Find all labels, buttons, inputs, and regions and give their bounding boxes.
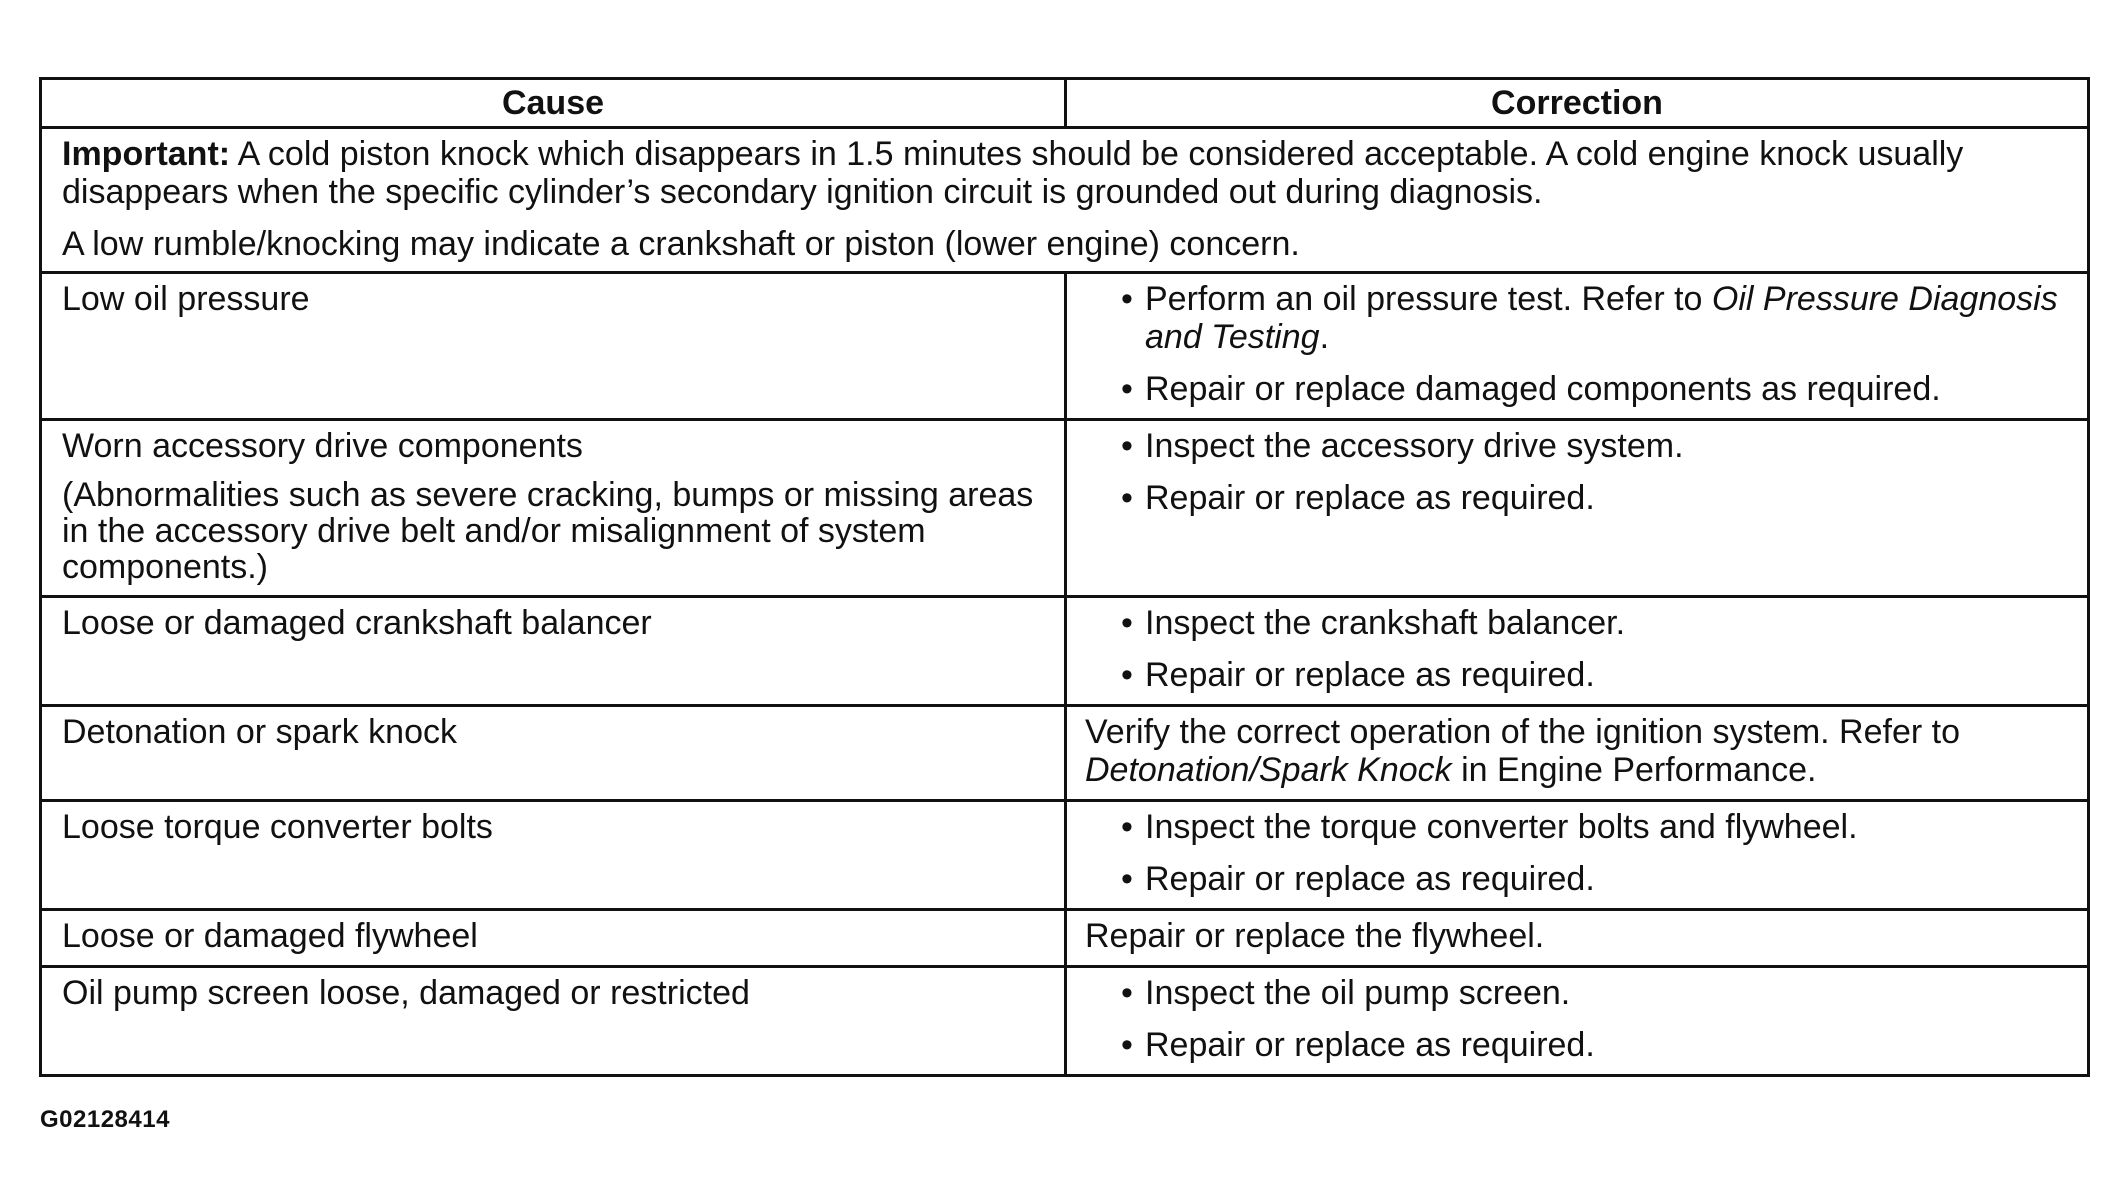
list-item — [1085, 974, 2069, 1012]
list-item — [1085, 808, 2069, 846]
correction-text: Verify the correct operation of the ignition system. Refer to — [1085, 713, 1960, 751]
correction-suffix: in Engine Performance. — [1451, 751, 1817, 789]
table-row — [41, 597, 2089, 706]
bullet-icon: • — [1121, 604, 1133, 642]
note-lead-label: Important: — [62, 135, 231, 173]
correction-text: Inspect the oil pump screen. — [1145, 974, 1571, 1012]
correction-paragraph — [1085, 713, 2069, 789]
cause-detail-text: (Abnormalities such as severe cracking, bumps or missing areas in the accessory drive belt and/or misalignment of system components.) — [62, 476, 1034, 586]
note-paragraph — [62, 225, 2067, 263]
table-row — [41, 801, 2089, 910]
list-item — [1085, 479, 2069, 517]
correction-text: Inspect the crankshaft balancer. — [1145, 604, 1626, 642]
cause-text: Detonation or spark knock — [62, 713, 457, 751]
table-row — [41, 420, 2089, 597]
correction-suffix: . — [1319, 318, 1330, 356]
list-item — [1085, 860, 2069, 898]
correction-text: Repair or replace as required. — [1145, 656, 1595, 694]
list-item — [1085, 370, 2069, 408]
correction-cell — [1066, 420, 2089, 597]
table-row — [41, 967, 2089, 1076]
table-row — [41, 910, 2089, 967]
correction-cell — [1066, 597, 2089, 706]
correction-text: Repair or replace as required. — [1145, 1026, 1595, 1064]
table-row — [41, 273, 2089, 420]
correction-cell — [1066, 967, 2089, 1076]
reference-link-text: Detonation/Spark Knock — [1085, 751, 1452, 789]
important-note — [41, 128, 2089, 273]
bullet-icon: • — [1121, 280, 1133, 318]
correction-text: Repair or replace damaged components as required. — [1145, 370, 1941, 408]
bullet-icon: • — [1121, 860, 1133, 898]
correction-list — [1085, 974, 2069, 1064]
correction-cell — [1066, 801, 2089, 910]
correction-text: Repair or replace as required. — [1145, 860, 1595, 898]
bullet-icon: • — [1121, 656, 1133, 694]
correction-cell — [1066, 910, 2089, 967]
bullet-icon: • — [1121, 974, 1133, 1012]
cause-text: Worn accessory drive components — [62, 427, 583, 465]
cause-text: Loose or damaged crankshaft balancer — [62, 604, 652, 642]
note-text: A cold piston knock which disappears in 1.5 minutes should be considered acceptable. A cold engine knock usually disappears when the specific cylinder’s secondary ignition circuit is grounded out during diagnosis. — [62, 135, 1964, 211]
correction-cell — [1066, 706, 2089, 801]
correction-list — [1085, 808, 2069, 898]
correction-paragraph — [1085, 917, 2069, 955]
cause-cell — [41, 967, 1066, 1076]
cause-cell — [41, 273, 1066, 420]
list-item — [1085, 604, 2069, 642]
header-row — [41, 79, 2089, 128]
cause-text: Loose or damaged flywheel — [62, 917, 478, 955]
bullet-icon: • — [1121, 479, 1133, 517]
correction-text: Inspect the accessory drive system. — [1145, 427, 1684, 465]
reference-link-text: Oil Pressure Diagnosis and Testing — [1145, 280, 2058, 356]
correction-list — [1085, 427, 2069, 517]
cause-cell — [41, 597, 1066, 706]
table-row — [41, 706, 2089, 801]
correction-column-header: Correction — [1066, 79, 2089, 128]
note-text: A low rumble/knocking may indicate a crankshaft or piston (lower engine) concern. — [62, 225, 1300, 263]
correction-text: Inspect the torque converter bolts and flywheel. — [1145, 808, 1858, 846]
cause-text: Oil pump screen loose, damaged or restricted — [62, 974, 750, 1012]
correction-text: Perform an oil pressure test. Refer to — [1145, 280, 1712, 318]
list-item — [1085, 656, 2069, 694]
list-item — [1085, 1026, 2069, 1064]
bullet-icon: • — [1121, 370, 1133, 408]
list-item — [1085, 280, 2069, 356]
bullet-icon: • — [1121, 1026, 1133, 1064]
cause-column-header: Cause — [41, 79, 1066, 128]
correction-text: Repair or replace as required. — [1145, 479, 1595, 517]
cause-cell — [41, 706, 1066, 801]
cause-cell — [41, 910, 1066, 967]
bullet-icon: • — [1121, 808, 1133, 846]
correction-list — [1085, 604, 2069, 694]
note-row — [41, 128, 2089, 273]
correction-text: Repair or replace the flywheel. — [1085, 917, 1545, 955]
cause-cell — [41, 420, 1066, 597]
diagnosis-table — [39, 77, 2090, 1077]
correction-cell — [1066, 273, 2089, 420]
bullet-icon: • — [1121, 427, 1133, 465]
figure-code: G02128414 — [40, 1106, 170, 1133]
note-paragraph — [62, 135, 2067, 211]
cause-text: Low oil pressure — [62, 280, 310, 318]
cause-cell — [41, 801, 1066, 910]
cause-text: Loose torque converter bolts — [62, 808, 493, 846]
correction-list — [1085, 280, 2069, 408]
list-item — [1085, 427, 2069, 465]
